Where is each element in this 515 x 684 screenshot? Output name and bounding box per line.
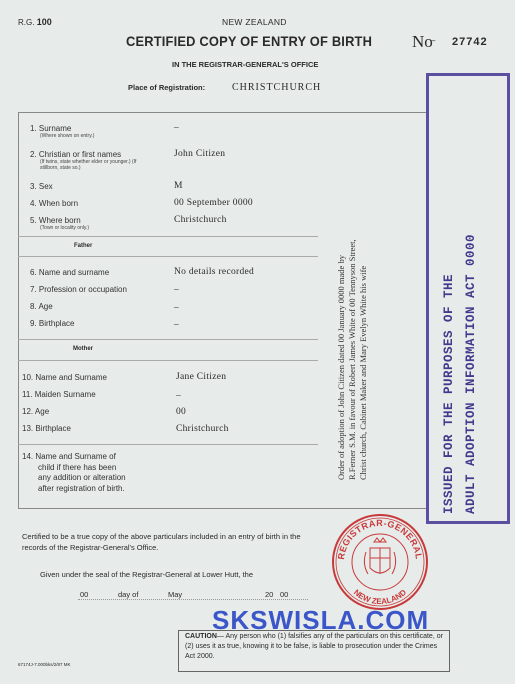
when-born-label: 4. When born (30, 199, 79, 208)
stamp-text: ISSUED FOR THE PURPOSES OF THE ADULT ADOPTION INFORMATION ACT 0000 (442, 233, 478, 514)
father-name-label: 6. Name and surname (30, 268, 110, 277)
where-born-label: 5. Where born (Town or locality only.) (30, 216, 90, 231)
seal-top-text: REGISTRAR-GENERAL (335, 517, 424, 561)
rg-number: 100 (36, 17, 52, 27)
surname-label: 1. Surname (Where shown on entry.) (30, 124, 95, 139)
month-value: May (168, 590, 183, 599)
seal-bottom-text: NEW ZEALAND (351, 587, 409, 607)
rg-prefix: R.G. (18, 18, 35, 27)
day-of-label: day of (118, 590, 139, 599)
father-occupation-value: – (174, 285, 180, 295)
given-under-seal-text: Given under the seal of the Registrar-General at Lower Hutt, the (40, 570, 254, 579)
father-birthplace-label: 9. Birthplace (30, 319, 75, 328)
mother-maiden-label: 11. Maiden Surname (22, 390, 96, 399)
first-names-label: 2. Christian or first names (If twins, state whether elder or younger.) (If stillborn, state so.) (30, 150, 137, 171)
form-code (18, 17, 52, 27)
place-of-registration-value: CHRISTCHURCH (232, 82, 322, 93)
date-line (78, 599, 308, 600)
surname-value: – (174, 123, 180, 133)
year-prefix: 20 (265, 590, 274, 599)
number-label: No (412, 32, 433, 51)
divider (18, 236, 318, 237)
where-born-value: Christchurch (174, 215, 227, 225)
watermark: SKSWISLA.COM (212, 605, 430, 635)
divider (18, 444, 318, 445)
father-age-value: – (174, 303, 180, 313)
when-born-value: 00 September 0000 (174, 198, 253, 208)
sex-value: M (174, 181, 183, 191)
mother-age-value: 00 (176, 407, 187, 417)
item14-label: 14. Name and Surname of child if there has been any addition or alteration after registration of birth. (22, 452, 126, 493)
father-age-label: 8. Age (30, 302, 53, 311)
day-value: 00 (80, 590, 89, 599)
first-names-value: John Citizen (174, 149, 226, 159)
mother-maiden-value: – (176, 391, 182, 401)
certification-statement: Certified to be a true copy of the above particulars included in an entry of birth in the records of the Registrar-General's Office. (22, 532, 301, 552)
father-name-value: No details recorded (174, 267, 255, 277)
mother-birthplace-label: 13. Birthplace (22, 424, 71, 433)
caution-label: CAUTION (185, 633, 217, 640)
country-heading: NEW ZEALAND (222, 17, 287, 27)
footer-code: 67174J-7.000bks/2/87 MK (18, 662, 71, 667)
caution-box (178, 630, 450, 672)
mother-name-label: 10. Name and Surname (22, 373, 107, 382)
mother-age-label: 12. Age (22, 407, 50, 416)
father-heading: Father (74, 243, 93, 249)
mother-heading: Mother (73, 346, 93, 352)
document-title: CERTIFIED COPY OF ENTRY OF BIRTH (126, 33, 373, 49)
certificate-number: 27742 (452, 36, 488, 48)
place-of-registration-label: Place of Registration: (128, 83, 206, 92)
year-value: 00 (280, 590, 289, 599)
divider (18, 360, 318, 361)
mother-name-value: Jane Citizen (176, 372, 227, 382)
document-subtitle: IN THE REGISTRAR-GENERAL'S OFFICE (172, 60, 319, 69)
registrar-general-seal (330, 512, 430, 612)
adoption-order-note: Order of adoption of John Citizen dated 00 January 0000 made by R.Ferner S.M. in favour of Robert James White of 00 Tennyson Street, Christ church, Cabinet Maker and Mary Evelyn White his wife (336, 239, 368, 480)
sex-label: 3. Sex (30, 182, 53, 191)
mother-birthplace-value: Christchurch (176, 424, 229, 434)
caution-text: — Any person who (1) falsifies any of the particulars on this certificate, or (2) uses it as true, knowing it to be false, is liable to prosecution under the Crimes Act 2000. (185, 633, 443, 660)
divider (18, 256, 318, 257)
divider (18, 339, 318, 340)
father-birthplace-value: – (174, 320, 180, 330)
father-occupation-label: 7. Profession or occupation (30, 285, 127, 294)
